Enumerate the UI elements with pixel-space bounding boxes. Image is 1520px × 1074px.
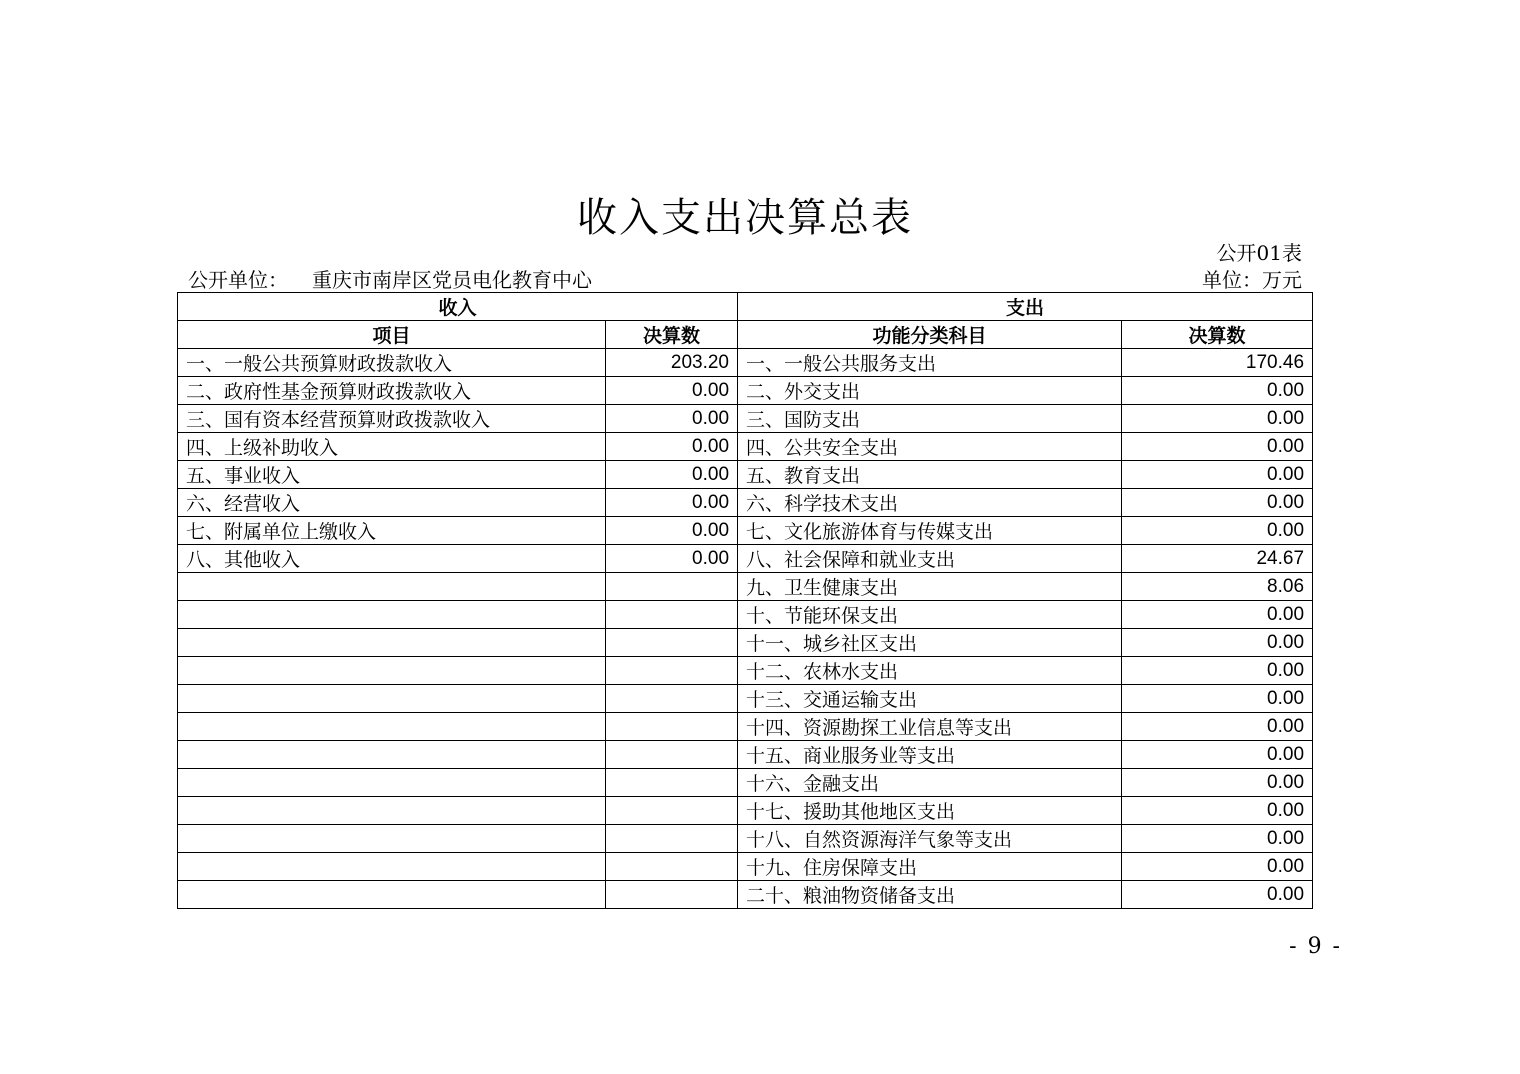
expenditure-amount-cell: 0.00 [1122,601,1313,629]
income-amount-header: 决算数 [606,321,738,349]
income-amount-cell: 0.00 [606,545,738,573]
income-amount-cell: 0.00 [606,461,738,489]
income-amount-cell [606,881,738,909]
expenditure-amount-cell: 0.00 [1122,405,1313,433]
table-row [178,769,1313,797]
income-amount-cell: 0.00 [606,433,738,461]
table-row [178,657,1313,685]
income-item-cell: 五、事业收入 [178,461,606,489]
table-row [178,685,1313,713]
income-item-cell [178,741,606,769]
org-info [188,264,592,293]
expenditure-item-cell: 五、教育支出 [738,461,1122,489]
income-item-cell [178,685,606,713]
table-row [178,517,1313,545]
income-amount-cell [606,797,738,825]
expenditure-item-cell: 十九、住房保障支出 [738,853,1122,881]
table-row [178,545,1313,573]
table-body [178,349,1313,909]
expenditure-item-cell: 九、卫生健康支出 [738,573,1122,601]
unit-label: 单位：万元 [1202,268,1302,292]
page-number: - 9 - [1289,934,1342,959]
income-amount-cell [606,601,738,629]
table-row [178,573,1313,601]
expenditure-item-cell: 三、国防支出 [738,405,1122,433]
expenditure-amount-cell: 0.00 [1122,657,1313,685]
expenditure-amount-cell: 0.00 [1122,713,1313,741]
table-row [178,797,1313,825]
income-amount-cell: 0.00 [606,517,738,545]
expenditure-item-cell: 十六、金融支出 [738,769,1122,797]
income-item-cell [178,713,606,741]
column-header-row [178,321,1313,349]
table-row [178,825,1313,853]
expenditure-amount-cell: 0.00 [1122,629,1313,657]
income-amount-cell: 203.20 [606,349,738,377]
expenditure-item-cell: 六、科学技术支出 [738,489,1122,517]
budget-table [177,292,1313,909]
expenditure-amount-cell: 0.00 [1122,853,1313,881]
income-amount-cell [606,685,738,713]
expenditure-item-cell: 二十、粮油物资储备支出 [738,881,1122,909]
table-row [178,377,1313,405]
table-row [178,349,1313,377]
income-amount-cell [606,741,738,769]
org-label: 公开单位： [188,268,288,292]
expenditure-amount-cell: 0.00 [1122,461,1313,489]
income-item-cell [178,657,606,685]
table-row [178,405,1313,433]
income-amount-cell: 0.00 [606,377,738,405]
income-item-cell [178,573,606,601]
income-item-cell: 三、国有资本经营预算财政拨款收入 [178,405,606,433]
expenditure-amount-cell: 0.00 [1122,517,1313,545]
expenditure-amount-cell: 8.06 [1122,573,1313,601]
income-amount-cell [606,769,738,797]
income-amount-cell [606,657,738,685]
table-row [178,741,1313,769]
expenditure-amount-header: 决算数 [1122,321,1313,349]
table-row [178,713,1313,741]
expenditure-item-cell: 四、公共安全支出 [738,433,1122,461]
expenditure-item-cell: 十五、商业服务业等支出 [738,741,1122,769]
income-item-cell: 四、上级补助收入 [178,433,606,461]
page-title: 收入支出决算总表 [577,195,913,241]
income-amount-cell [606,713,738,741]
expenditure-amount-cell: 0.00 [1122,741,1313,769]
expenditure-item-header: 功能分类科目 [738,321,1122,349]
expenditure-item-cell: 十四、资源勘探工业信息等支出 [738,713,1122,741]
income-item-cell [178,825,606,853]
income-item-cell [178,601,606,629]
table-row [178,489,1313,517]
expenditure-item-cell: 十二、农林水支出 [738,657,1122,685]
expenditure-amount-cell: 0.00 [1122,685,1313,713]
expenditure-item-cell: 十七、援助其他地区支出 [738,797,1122,825]
header-info-row [188,264,1302,293]
table-row [178,881,1313,909]
income-amount-cell: 0.00 [606,405,738,433]
expenditure-item-cell: 八、社会保障和就业支出 [738,545,1122,573]
expenditure-item-cell: 十一、城乡社区支出 [738,629,1122,657]
table-row [178,853,1313,881]
income-item-cell: 一、一般公共预算财政拨款收入 [178,349,606,377]
income-item-cell: 二、政府性基金预算财政拨款收入 [178,377,606,405]
expenditure-item-cell: 十三、交通运输支出 [738,685,1122,713]
income-item-cell [178,881,606,909]
org-name: 重庆市南岸区党员电化教育中心 [312,268,592,292]
expenditure-amount-cell: 170.46 [1122,349,1313,377]
table-row [178,461,1313,489]
form-number: 公开01表 [1216,241,1302,265]
table-row [178,433,1313,461]
income-amount-cell: 0.00 [606,489,738,517]
income-amount-cell [606,825,738,853]
income-item-cell [178,629,606,657]
expenditure-amount-cell: 0.00 [1122,489,1313,517]
table-row [178,601,1313,629]
income-item-cell: 七、附属单位上缴收入 [178,517,606,545]
expenditure-item-cell: 七、文化旅游体育与传媒支出 [738,517,1122,545]
group-header-row [178,293,1313,321]
income-item-cell: 八、其他收入 [178,545,606,573]
income-amount-cell [606,629,738,657]
expenditure-item-cell: 十、节能环保支出 [738,601,1122,629]
income-item-header: 项目 [178,321,606,349]
expenditure-group-header: 支出 [738,293,1313,321]
table-row [178,629,1313,657]
expenditure-amount-cell: 0.00 [1122,433,1313,461]
income-group-header: 收入 [178,293,738,321]
expenditure-amount-cell: 0.00 [1122,797,1313,825]
expenditure-amount-cell: 0.00 [1122,881,1313,909]
expenditure-amount-cell: 0.00 [1122,769,1313,797]
expenditure-item-cell: 一、一般公共服务支出 [738,349,1122,377]
income-amount-cell [606,573,738,601]
expenditure-amount-cell: 24.67 [1122,545,1313,573]
expenditure-item-cell: 十八、自然资源海洋气象等支出 [738,825,1122,853]
income-item-cell [178,797,606,825]
income-item-cell [178,769,606,797]
expenditure-amount-cell: 0.00 [1122,377,1313,405]
income-item-cell: 六、经营收入 [178,489,606,517]
income-amount-cell [606,853,738,881]
income-item-cell [178,853,606,881]
expenditure-item-cell: 二、外交支出 [738,377,1122,405]
expenditure-amount-cell: 0.00 [1122,825,1313,853]
